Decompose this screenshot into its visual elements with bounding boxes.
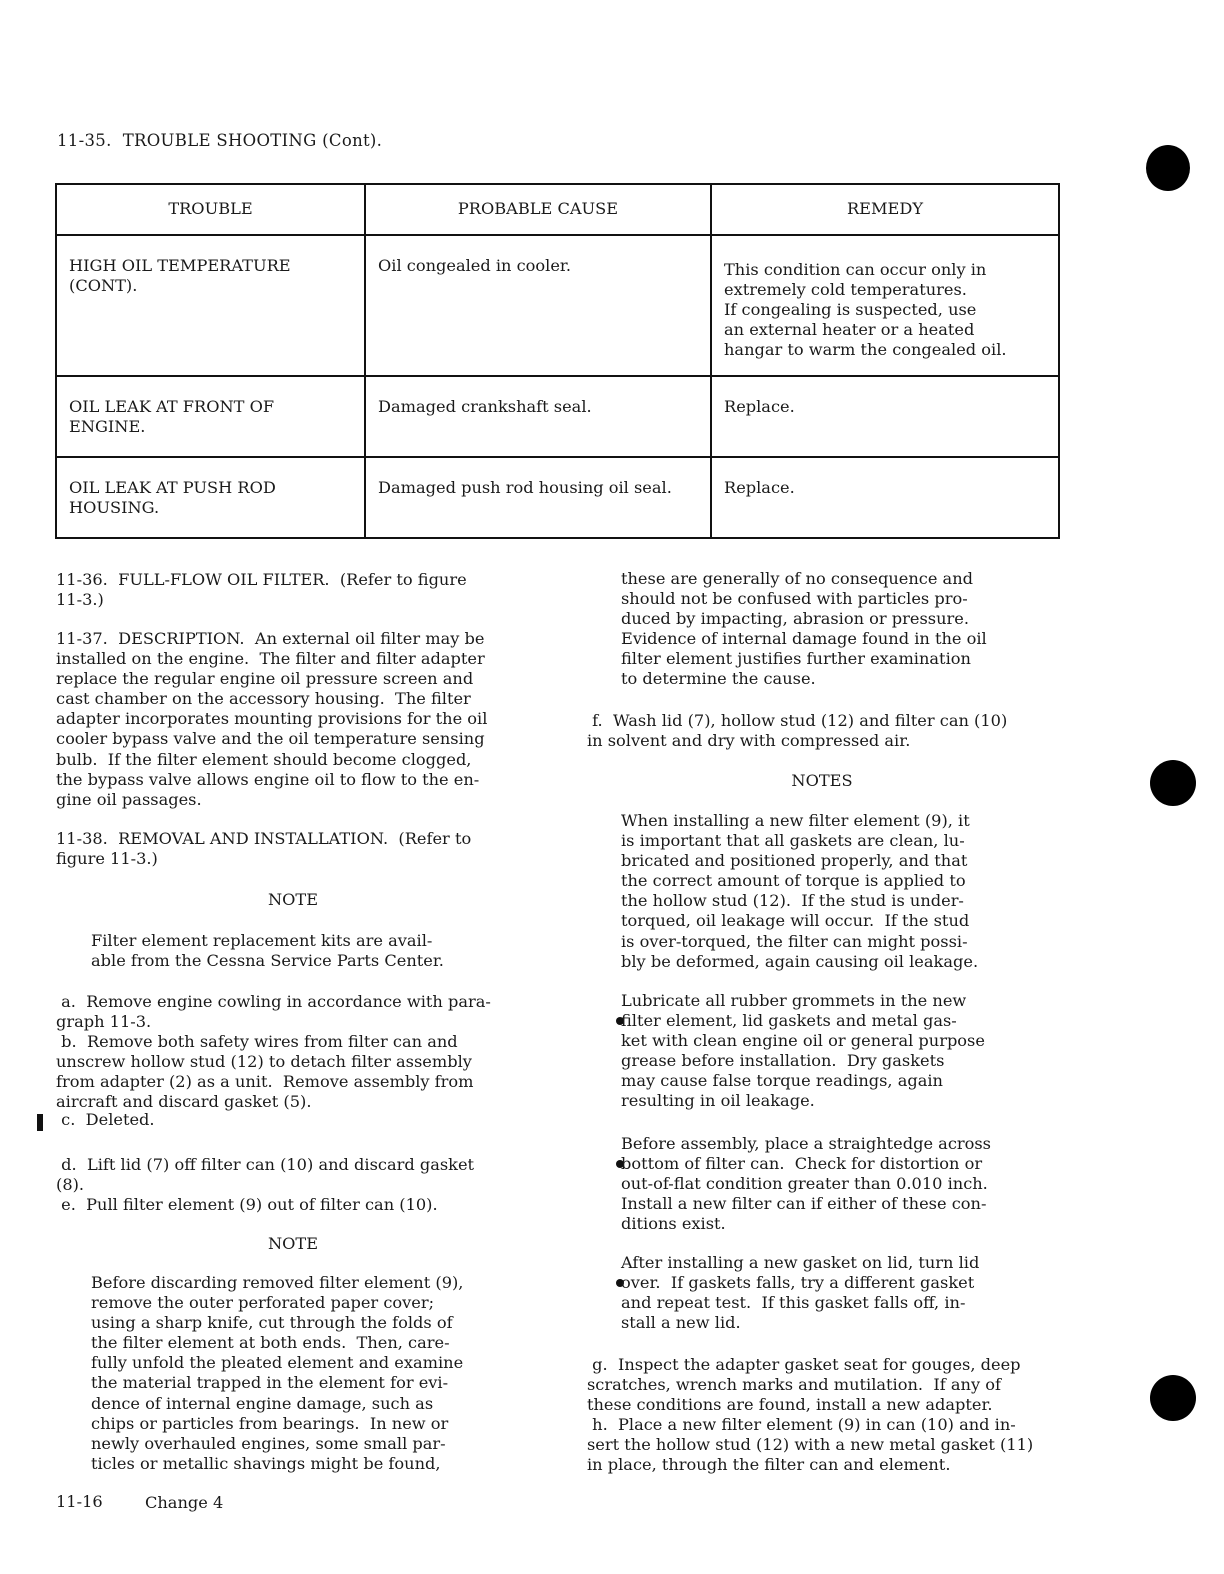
page-number: 11-16	[56, 1492, 103, 1511]
bullet-text: After installing a new gasket on lid, turn lid over. If gaskets falls, try a different gasket and repeat test. If this gasket falls off, in- stall a new lid.	[621, 1253, 980, 1333]
troubleshooting-table	[55, 183, 1060, 539]
remedy-cell: Replace.	[724, 397, 795, 417]
steps-a-b: a. Remove engine cowling in accordance with para- graph 11-3. b. Remove both safety wires from filter can and unscrew hollow stud (12) to detach filter assembly from adapter (2) as a unit. Remove assembly from aircraft and discard gasket (5).	[56, 992, 491, 1112]
steps-g-h: g. Inspect the adapter gasket seat for gouges, deep scratches, wrench marks and mutilation. If any of these conditions are found, install a new adapter. h. Place a new filter element (9) in can (10) and in- sert the hollow stud (12) with a new metal gasket (11) in place, through the filter can and element.	[587, 1355, 1034, 1475]
column-header-trouble: TROUBLE	[56, 184, 365, 235]
trouble-cell: OIL LEAK AT PUSH ROD HOUSING.	[69, 478, 276, 518]
notes-title: NOTES	[791, 771, 853, 790]
punch-hole	[1150, 760, 1196, 806]
steps-d-e: d. Lift lid (7) off filter can (10) and discard gasket (8). e. Pull filter element (9) out of filter can (10).	[56, 1155, 475, 1215]
bullet-item	[606, 1253, 980, 1333]
punch-hole	[1150, 1375, 1196, 1421]
bullet-text: Lubricate all rubber grommets in the new filter element, lid gaskets and metal gas- ket with clean engine oil or general purpose grease before installation. Dry gaskets may cause false torque readings, again resulting in oil leakage.	[621, 991, 985, 1111]
bullet-text: Before assembly, place a straightedge across bottom of filter can. Check for distortion or out-of-flat condition greater than 0.010 inch. Install a new filter can if either of these con- ditions exist.	[621, 1134, 991, 1234]
column-header-probable-cause: PROBABLE CAUSE	[365, 184, 711, 235]
remedy-cell: This condition can occur only in extremely cold temperatures. If congealing is suspected, use an external heater or a heated hangar to warm the congealed oil.	[724, 259, 1007, 359]
note-title: NOTE	[267, 890, 319, 909]
cause-cell: Damaged crankshaft seal.	[378, 397, 592, 417]
remedy-cell: Replace.	[724, 478, 795, 498]
cause-cell: Oil congealed in cooler.	[378, 255, 572, 275]
note-continuation: these are generally of no consequence and should not be confused with particles pro- duced by impacting, abrasion or pressure. Evidence of internal damage found in the oil filter element justifies further examination to determine the cause.	[621, 569, 987, 689]
table-header-row	[56, 184, 1059, 235]
step-c: c. Deleted.	[56, 1110, 155, 1129]
column-header-remedy: REMEDY	[711, 184, 1059, 235]
paragraph-11-37: 11-37. DESCRIPTION. An external oil filter may be installed on the engine. The filter and filter adapter replace the regular engine oil pressure screen and cast chamber on the accessory housing. The filter adapter incorporates mounting provisions for the oil cooler bypass valve and the oil temperature sensing bulb. If the filter element should become clogged, the bypass valve allows engine oil to flow to the en- gine oil passages.	[56, 629, 488, 809]
punch-hole	[1146, 145, 1190, 191]
trouble-cell: OIL LEAK AT FRONT OF ENGINE.	[69, 397, 275, 437]
table-row	[56, 235, 1059, 377]
change-label: Change 4	[145, 1493, 224, 1512]
cause-cell: Damaged push rod housing oil seal.	[378, 478, 672, 498]
note-body: Before discarding removed filter element (9), remove the outer perforated paper cover; using a sharp knife, cut through the folds of the filter element at both ends. Then, care- fully unfold the pleated element and examine the material trapped in the element for evi- dence of internal engine damage, such as chips or particles from bearings. In new or newly overhauled engines, some small par- ticles or metallic shavings might be found,	[91, 1273, 464, 1473]
note-body: Filter element replacement kits are avail- able from the Cessna Service Parts Center.	[91, 931, 444, 971]
notes-body: When installing a new filter element (9), it is important that all gaskets are clean, lu- bricated and positioned properly, and that the correct amount of torque is applied to the hollow stud (12). If the stud is under- torqued, oil leakage will occur. If the stud is over-torqued, the filter can might possi- bly be deformed, again causing oil leakage.	[621, 811, 979, 971]
trouble-cell: HIGH OIL TEMPERATURE (CONT).	[69, 255, 291, 295]
change-bar	[37, 1114, 43, 1131]
bullet-item	[606, 991, 985, 1111]
bullet-item	[606, 1134, 991, 1234]
table-row	[56, 457, 1059, 538]
table-row	[56, 376, 1059, 457]
paragraph-11-38: 11-38. REMOVAL AND INSTALLATION. (Refer to figure 11-3.)	[56, 829, 472, 869]
note-title: NOTE	[267, 1234, 319, 1253]
step-f: f. Wash lid (7), hollow stud (12) and filter can (10) in solvent and dry with compressed air.	[587, 711, 1008, 751]
section-title: 11-35. TROUBLE SHOOTING (Cont).	[57, 131, 383, 150]
paragraph-11-36: 11-36. FULL-FLOW OIL FILTER. (Refer to figure 11-3.)	[56, 570, 467, 610]
